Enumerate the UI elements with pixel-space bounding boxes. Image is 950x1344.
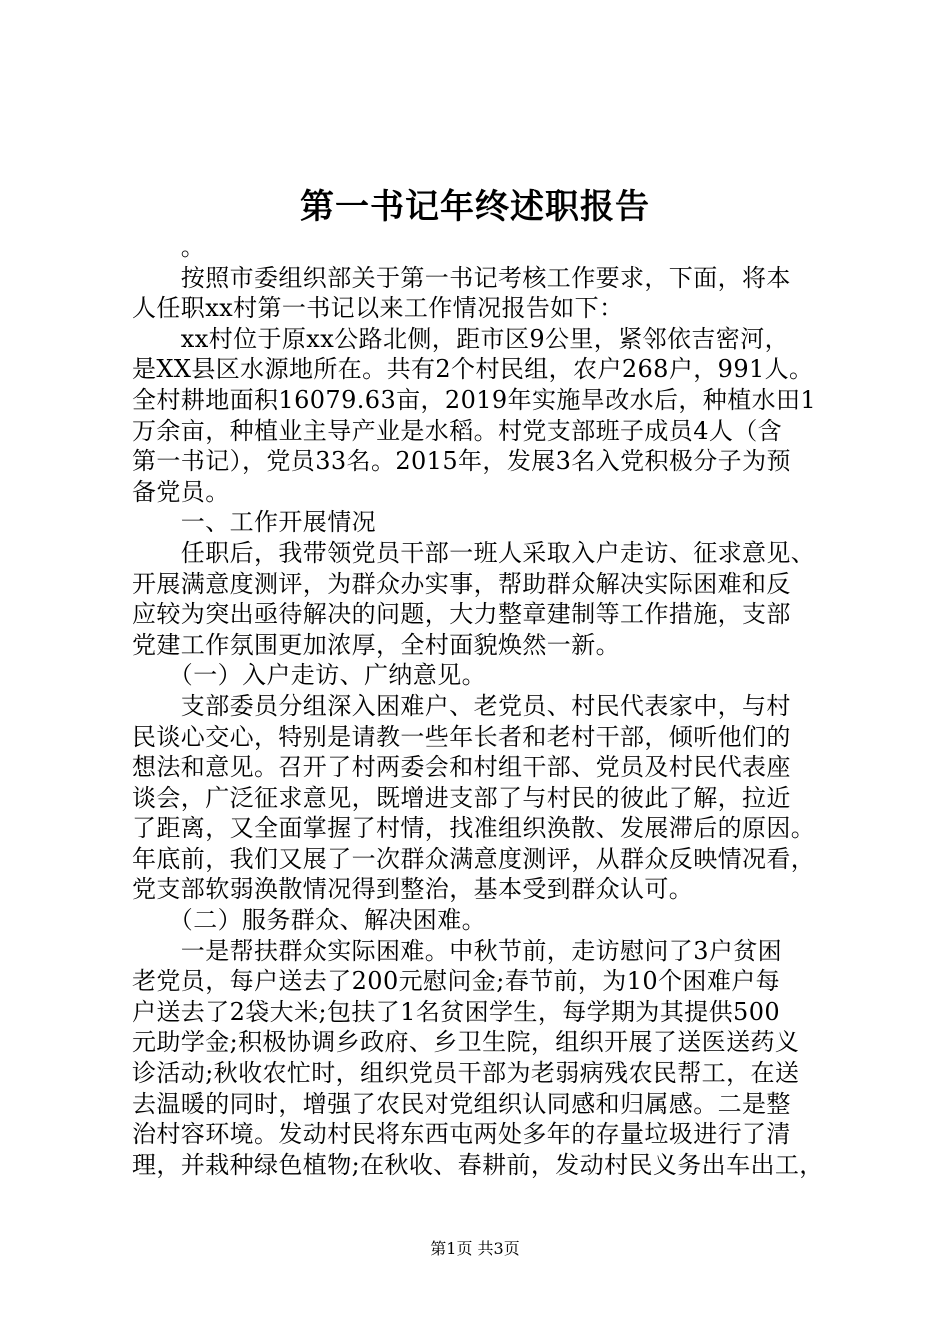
paragraph-line: 支部委员分组深入困难户、老党员、村民代表家中，与村 [132, 691, 791, 720]
paragraph-line: 想法和意见。召开了村两委会和村组干部、党员及村民代表座 [132, 753, 791, 782]
paragraph-line: 按照市委组织部关于第一书记考核工作要求，下面，将本 [132, 263, 791, 292]
paragraph-line: 年底前，我们又展了一次群众满意度测评，从群众反映情况看， [132, 844, 816, 873]
paragraph-line: 人任职xx村第一书记以来工作情况报告如下： [132, 294, 624, 323]
paragraph-line: 治村容环境。发动村民将东西屯两处多年的存量垃圾进行了清 [132, 1120, 791, 1149]
paragraph-line: xx村位于原xx公路北侧，距市区9公里，紧邻依吉密河， [132, 324, 790, 353]
document-title: 第一书记年终述职报告 [300, 187, 650, 227]
document-body [132, 232, 832, 1180]
paragraph-line: 第一书记），党员33名。2015年，发展3名入党积极分子为预 [132, 447, 791, 476]
paragraph-line: 元助学金;积极协调乡政府、乡卫生院，组织开展了送医送药义 [132, 1028, 800, 1057]
paragraph-line: 备党员。 [132, 477, 230, 506]
paragraph-line: 开展满意度测评，为群众办实事，帮助群众解决实际困难和反 [132, 569, 791, 598]
paragraph-line: 户送去了2袋大米;包扶了1名贫困学生，每学期为其提供500 [132, 997, 781, 1026]
paragraph-line: 。 [132, 233, 206, 261]
paragraph-line: 万余亩，种植业主导产业是水稻。村党支部班子成员4人（含 [132, 416, 783, 445]
paragraph-line: 诊活动;秋收农忙时，组织党员干部为老弱病残农民帮工，在送 [132, 1059, 800, 1088]
paragraph-line: 党建工作氛围更加浓厚，全村面貌焕然一新。 [132, 630, 620, 659]
paragraph-line: （二）服务群众、解决困难。 [132, 906, 486, 935]
paragraph-line: （一）入户走访、广纳意见。 [132, 661, 486, 690]
paragraph-line: 理，并栽种绿色植物;在秋收、春耕前，发动村民义务出车出工， [132, 1150, 824, 1179]
paragraph-line: 老党员，每户送去了200元慰问金;春节前，为10个困难户每 [132, 967, 781, 996]
paragraph-line: 应较为突出亟待解决的问题，大力整章建制等工作措施，支部 [132, 600, 791, 629]
paragraph-line: 党支部软弱涣散情况得到整治，基本受到群众认可。 [132, 875, 694, 904]
paragraph-line: 是XX县区水源地所在。共有2个村民组，农户268户，991人。 [132, 355, 814, 384]
paragraph-line: 全村耕地面积16079.63亩，2019年实施旱改水后，种植水田1 [132, 385, 817, 414]
paragraph-line: 任职后，我带领党员干部一班人采取入户走访、征求意见、 [132, 538, 816, 567]
paragraph-line: 谈会，广泛征求意见，既增进支部了与村民的彼此了解，拉近 [132, 783, 791, 812]
paragraph-line: 了距离，又全面掌握了村情，找准组织涣散、发展滞后的原因。 [132, 814, 816, 843]
page-footer: 第1页 共3页 [430, 1239, 520, 1258]
paragraph-line: 去温暖的同时，增强了农民对党组织认同感和归属感。二是整 [132, 1089, 791, 1118]
paragraph-line: 一是帮扶群众实际困难。中秋节前，走访慰问了3户贫困 [132, 936, 783, 965]
paragraph-line: 一、工作开展情况 [132, 508, 376, 537]
paragraph-line: 民谈心交心，特别是请教一些年长者和老村干部，倾听他们的 [132, 722, 791, 751]
